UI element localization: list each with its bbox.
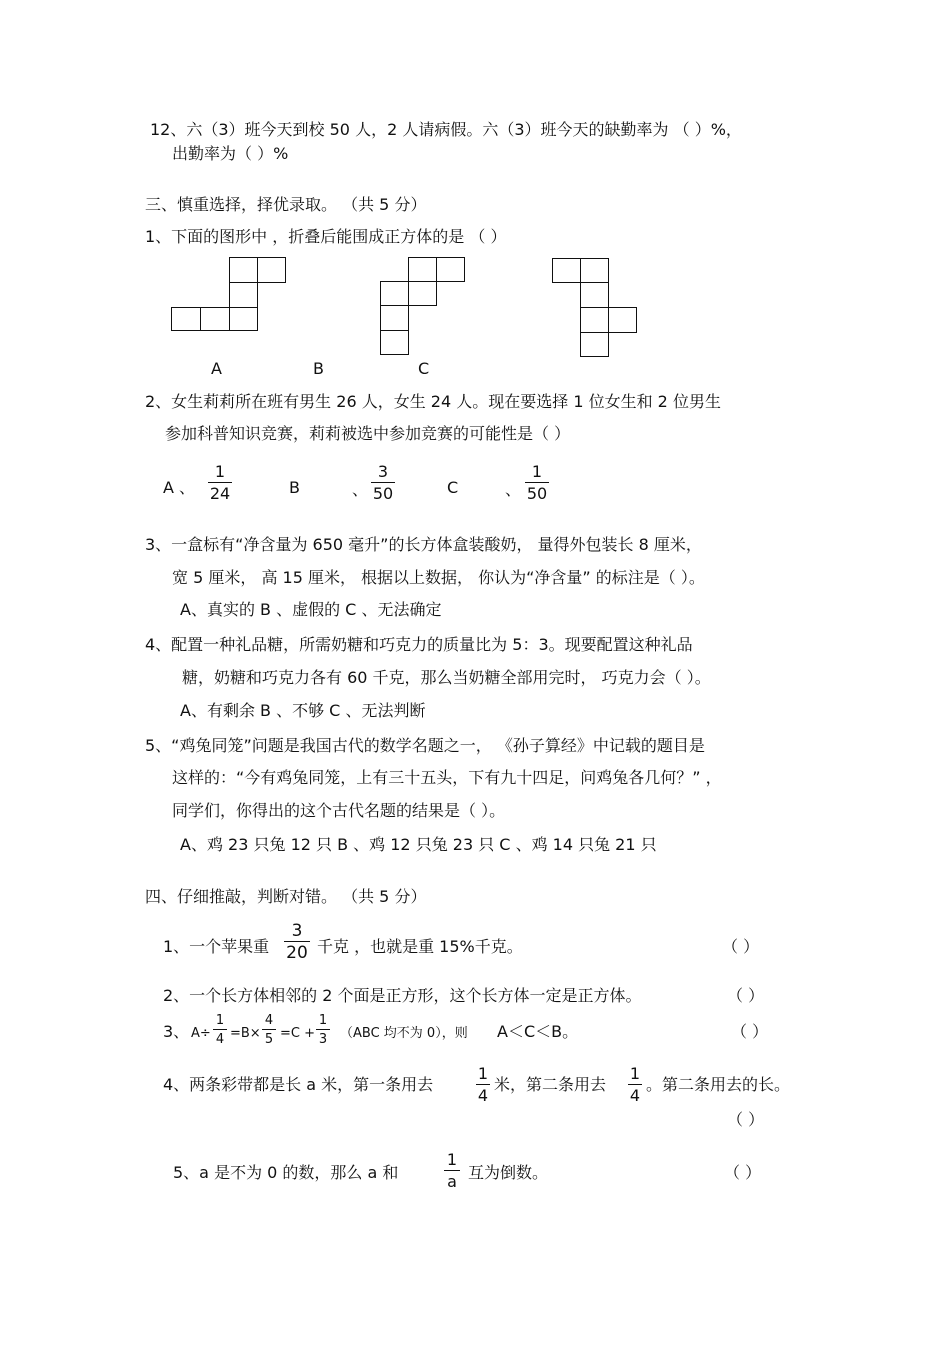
- s3-q5-options: A、鸡 23 只兔 12 只 B 、鸡 12 只兔 23 只 C 、鸡 14 只兔 21 只: [180, 835, 657, 854]
- s3-q2-option-c-sep: 、: [505, 480, 522, 499]
- s3-q1-text: 1、下面的图形中 ，折叠后能围成正方体的是 （ ）: [145, 227, 507, 246]
- fraction-1-3: 1 3: [316, 1013, 330, 1047]
- net-label-b: B: [313, 359, 324, 378]
- s3-q2-option-a: A 、: [163, 478, 196, 497]
- fraction-1-4-a: 1 4: [213, 1013, 227, 1047]
- s3-q5-line1: 5、“鸡兔同笼”问题是我国古代的数学名题之一， 《孙子算经》中记载的题目是: [145, 736, 705, 755]
- s4-q1-answer-paren: （ ）: [722, 937, 760, 956]
- fraction-3-20: 3 20: [284, 922, 310, 962]
- s4-q2-text: 2、一个长方体相邻的 2 个面是正方形，这个长方体一定是正方体。: [163, 986, 642, 1005]
- s4-q3-c: =C +: [280, 1026, 315, 1041]
- s3-q4-line2: 糖，奶糖和巧克力各有 60 千克，那么当奶糖全部用完时， 巧克力会（ ）。: [182, 668, 711, 687]
- s3-q4-options: A、有剩余 B 、不够 C 、无法判断: [180, 701, 426, 720]
- fraction-1-24: 1 24: [209, 462, 231, 503]
- s3-q4-line1: 4、配置一种礼品糖，所需奶糖和巧克力的质量比为 5：3。现要配置这种礼品: [145, 635, 693, 654]
- q12-line2: 出勤率为（ ）%: [172, 144, 289, 163]
- net-label-a: A: [211, 359, 222, 378]
- s4-q5-post: 互为倒数。: [468, 1163, 549, 1182]
- fraction-1-50: 1 50: [526, 462, 548, 503]
- s3-q5-line2: 这样的：“今有鸡兔同笼，上有三十五头，下有九十四足，问鸡兔各几何？” ，: [172, 768, 722, 787]
- s4-q3-relation: A＜C＜B。: [497, 1022, 579, 1041]
- s4-q1-pre: 1、一个苹果重: [163, 937, 270, 956]
- s4-q5-answer-paren: （ ）: [724, 1163, 762, 1182]
- section4-header: 四、仔细推敲，判断对错。 （共 5 分）: [145, 887, 427, 906]
- fraction-3-50: 3 50: [372, 462, 394, 503]
- s3-q2-line1: 2、女生莉莉所在班有男生 26 人，女生 24 人。现在要选择 1 位女生和 2 位男生: [145, 392, 721, 411]
- s4-q5-pre: 5、a 是不为 0 的数，那么 a 和: [173, 1163, 399, 1182]
- fraction-1-4-c: 1 4: [629, 1064, 641, 1105]
- s4-q3-pre: 3、: [163, 1022, 190, 1041]
- fraction-4-5: 4 5: [262, 1013, 276, 1047]
- section3-header: 三、慎重选择，择优录取。 （共 5 分）: [145, 195, 427, 214]
- s4-q2-answer-paren: （ ）: [727, 986, 765, 1005]
- s3-q3-line1: 3、一盒标有“净含量为 650 毫升”的长方体盒装酸奶， 量得外包装长 8 厘米，: [145, 535, 702, 554]
- s4-q3-note: （ABC 均不为 0），则: [340, 1026, 468, 1041]
- s3-q5-line3: 同学们，你得出的这个古代名题的结果是（ ）。: [172, 801, 506, 820]
- net-label-c: C: [418, 359, 430, 378]
- s4-q4-answer-paren: （ ）: [727, 1110, 765, 1129]
- s3-q2-line2: 参加科普知识竞赛，莉莉被选中参加竞赛的可能性是（ ）: [165, 424, 571, 443]
- s4-q4-post: 。第二条用去的长。: [646, 1075, 791, 1094]
- q12-line1: 12、六（3）班今天到校 50 人，2 人请病假。六（3）班今天的缺勤率为 （ ）%，: [150, 120, 742, 139]
- s3-q3-line2: 宽 5 厘米， 高 15 厘米， 根据以上数据， 你认为“净含量” 的标注是（ ）。: [172, 568, 705, 587]
- s4-q3-b: =B×: [230, 1026, 261, 1041]
- s4-q3-a: A÷: [191, 1026, 211, 1041]
- s4-q4-pre: 4、两条彩带都是长 a 米，第一条用去: [163, 1075, 434, 1094]
- s4-q3-answer-paren: （ ）: [731, 1022, 769, 1041]
- s4-q1-post: 千克 ，也就是重 15%千克。: [317, 937, 523, 956]
- fraction-1-4-b: 1 4: [477, 1064, 489, 1105]
- s3-q2-option-b: B: [289, 478, 300, 497]
- s3-q3-options: A、真实的 B 、虚假的 C 、无法确定: [180, 600, 442, 619]
- fraction-1-a: 1 a: [444, 1151, 460, 1191]
- s3-q2-option-c: C: [447, 478, 459, 497]
- s4-q4-mid: 米，第二条用去: [494, 1075, 607, 1094]
- s3-q2-option-b-sep: 、: [352, 480, 369, 499]
